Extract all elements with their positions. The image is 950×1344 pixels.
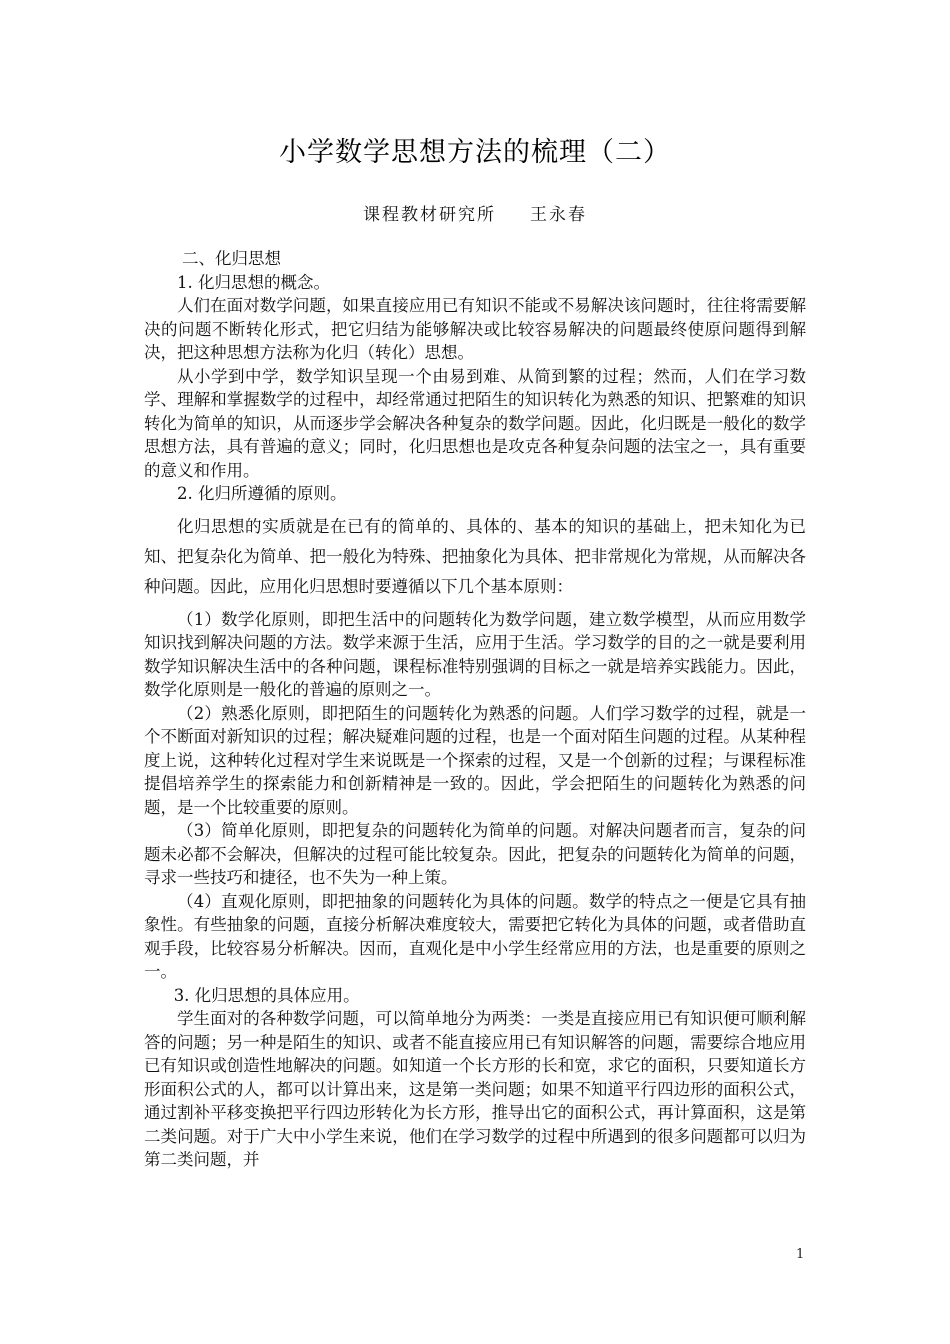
institution: 课程教材研究所 [363, 205, 496, 225]
subsection-heading: 3. 化归思想的具体应用。 [173, 985, 360, 1005]
subsection-heading: 2. 化归所遵循的原则。 [177, 484, 347, 503]
paragraph: （3）简单化原则，即把复杂的问题转化为简单的问题。对解决问题者而言，复杂的问题未必都不会解决，但解决的过程可能比较复杂。因此，把复杂的问题转化为简单的问题，寻求一些技巧和捷径，也不失为一种上策。 [144, 821, 806, 887]
document-title: 小学数学思想方法的梳理（二） [279, 137, 671, 168]
paragraph: 人们在面对数学问题，如果直接应用已有知识不能或不易解决该问题时，往往将需要解决的问题不断转化形式，把它归结为能够解决或比较容易解决的问题最终使原问题得到解决，把这种思想方法称为化归（转化）思想。 [144, 296, 806, 362]
page-number: 1 [796, 1247, 805, 1262]
paragraph: 化归思想的实质就是在已有的简单的、具体的、基本的知识的基础上，把未知化为已知、把复杂化为简单、把一般化为特殊、把抽象化为具体、把非常规化为常规，从而解决各种问题。因此，应用化归思想时要遵循以下几个基本原则： [144, 516, 806, 596]
document-body [144, 247, 806, 1172]
paragraph: （4）直观化原则，即把抽象的问题转化为具体的问题。数学的特点之一便是它具有抽象性。有些抽象的问题，直接分析解决难度较大，需要把它转化为具体的问题，或者借助直观手段，比较容易分析解决。因而，直观化是中小学生经常应用的方法，也是重要的原则之一。 [144, 891, 806, 981]
paragraph: （1）数学化原则，即把生活中的问题转化为数学问题，建立数学模型，从而应用数学知识找到解决问题的方法。数学来源于生活，应用于生活。学习数学的目的之一就是要利用数学知识解决生活中的各种问题，课程标准特别强调的目标之一就是培养实践能力。因此，数学化原则是一般化的普遍的原则之一。 [144, 609, 806, 699]
paragraph: 学生面对的各种数学问题，可以简单地分为两类：一类是直接应用已有知识便可顺利解答的问题；另一种是陌生的知识、或者不能直接应用已有知识解答的问题，需要综合地应用已有知识或创造性地解决的问题。如知道一个长方形的长和宽，求它的面积，只要知道长方形面积公式的人，都可以计算出来，这是第一类问题；如果不知道平行四边形的面积公式，通过割补平移变换把平行四边形转化为长方形，推导出它的面积公式，再计算面积，这是第二类问题。对于广大中小学生来说，他们在学习数学的过程中所遇到的很多问题都可以归为第二类问题，并 [144, 1009, 806, 1169]
subsection-heading: 1. 化归思想的概念。 [177, 272, 330, 292]
paragraph: （2）熟悉化原则，即把陌生的问题转化为熟悉的问题。人们学习数学的过程，就是一个不断面对新知识的过程；解决疑难问题的过程，也是一个面对陌生问题的过程。从某种程度上说，这种转化过程对学生来说既是一个探索的过程，又是一个创新的过程；与课程标准提倡培养学生的探索能力和创新精神是一致的。因此，学会把陌生的问题转化为熟悉的问题，是一个比较重要的原则。 [144, 703, 806, 817]
byline [0, 200, 950, 225]
paragraph: 从小学到中学，数学知识呈现一个由易到难、从简到繁的过程；然而，人们在学习数学、理解和掌握数学的过程中，却经常通过把陌生的知识转化为熟悉的知识、把繁难的知识转化为简单的知识，从而逐步学会解决各种复杂的数学问题。因此，化归既是一般化的数学思想方法，具有普遍的意义；同时，化归思想也是攻克各种复杂问题的法宝之一，具有重要的意义和作用。 [144, 366, 806, 480]
section-heading: 二、化归思想 [181, 249, 281, 268]
author: 王永春 [530, 205, 587, 225]
